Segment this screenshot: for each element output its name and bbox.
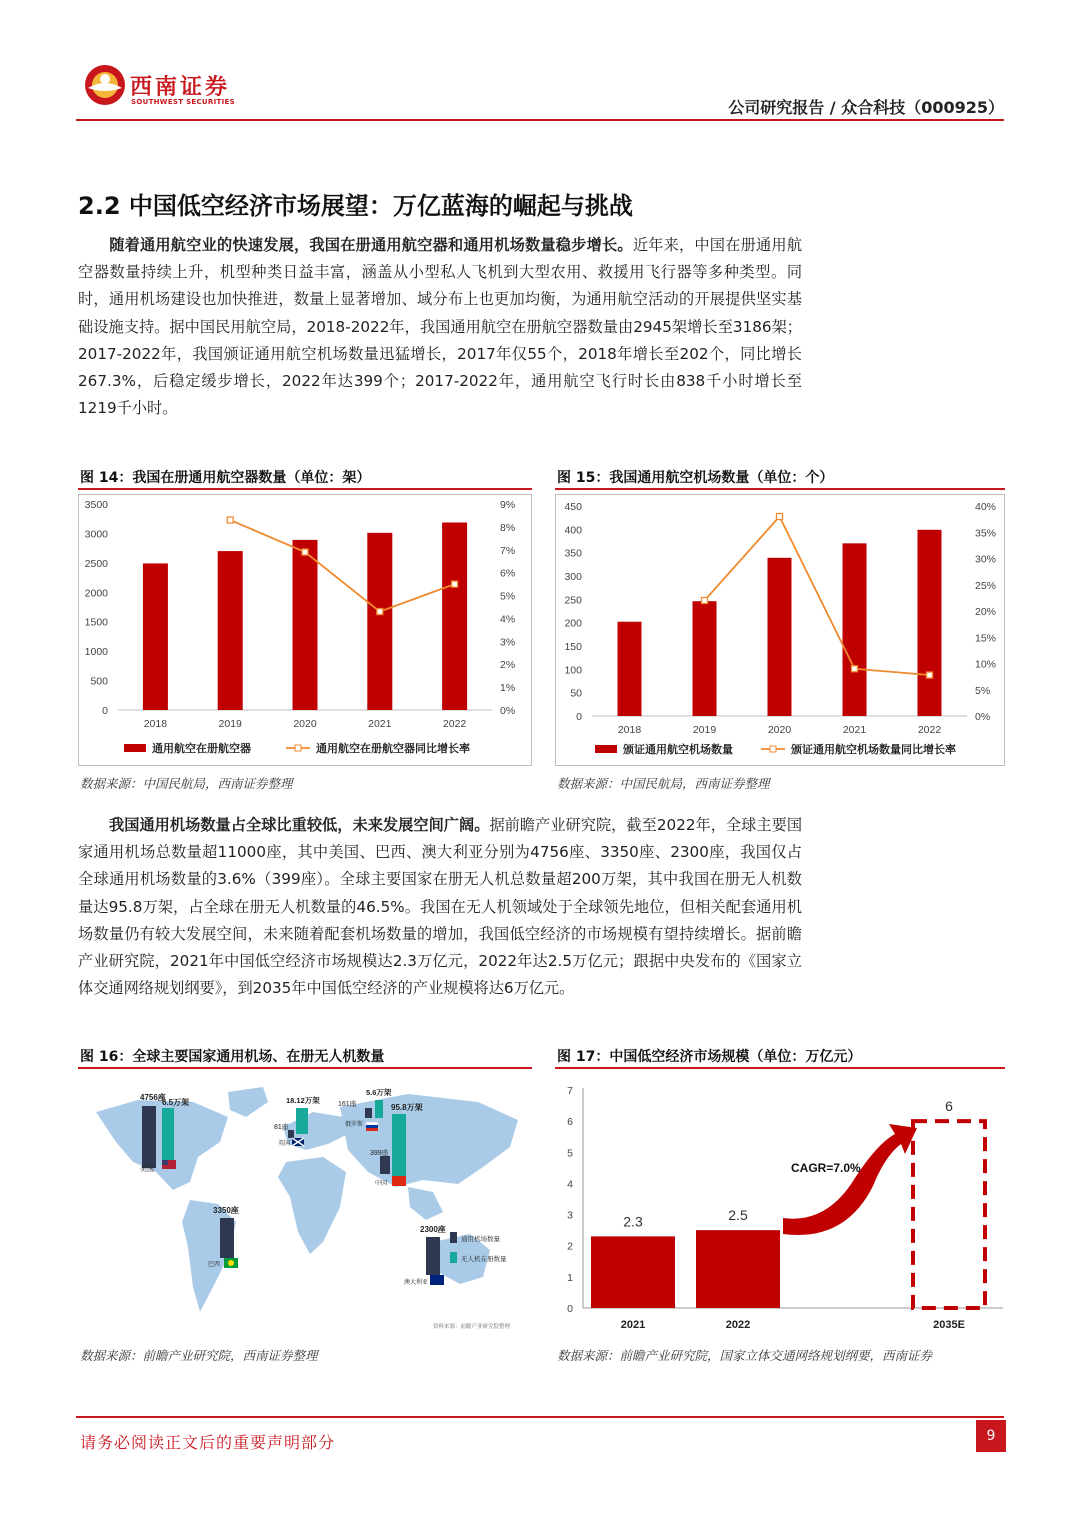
- fig15-title-rule: [555, 488, 1005, 490]
- legend-drones-swatch: [450, 1252, 457, 1263]
- ru-drones-label: 5.6万架: [366, 1088, 392, 1097]
- y-right-tick-label: 5%: [500, 590, 516, 603]
- cn-airports-bar: [380, 1156, 390, 1174]
- bar: [918, 530, 942, 716]
- bar: [293, 540, 318, 710]
- header-divider: [76, 119, 1004, 121]
- y-left-tick-label: 450: [564, 501, 582, 513]
- y-tick-label: 3: [567, 1209, 573, 1222]
- x-tick-label: 2019: [218, 718, 242, 730]
- y-left-tick-label: 250: [564, 594, 582, 607]
- paragraph-2-lead: 我国通用机场数量占全球比重较低，未来发展空间广阔。: [109, 816, 490, 834]
- fig17-source: 数据来源：前瞻产业研究院，国家立体交通网络规划纲要，西南证券: [557, 1348, 933, 1363]
- growth-rate-point: [852, 666, 858, 672]
- fig16-world-map: [78, 1072, 532, 1334]
- x-tick-label: 2020: [767, 724, 792, 736]
- uk-drones-bar: [296, 1108, 308, 1134]
- bar: [843, 543, 867, 716]
- legend-airports-label: 通用机场数量: [461, 1236, 500, 1243]
- y-right-tick-label: 3%: [500, 636, 516, 649]
- x-tick-label: 2022: [725, 1319, 751, 1331]
- growth-rate-point: [702, 598, 708, 604]
- bar-value-label: 2.5: [728, 1207, 748, 1224]
- x-tick-label: 2018: [617, 724, 642, 736]
- br-airports-bar: [220, 1218, 234, 1258]
- y-left-tick-label: 50: [570, 687, 582, 700]
- fig16-title-rule: [78, 1067, 532, 1069]
- fig17-chart: [555, 1074, 1005, 1336]
- y-right-tick-label: 6%: [500, 567, 516, 580]
- au-flag-icon: [430, 1275, 444, 1285]
- legend-line-label: 颁证通用航空机场数量同比增长率: [791, 744, 956, 756]
- y-right-tick-label: 40%: [975, 501, 997, 513]
- growth-rate-point: [227, 517, 233, 523]
- y-right-tick-label: 20%: [975, 606, 997, 618]
- y-tick-label: 1: [567, 1271, 573, 1284]
- cn-drones-label: 95.8万架: [391, 1103, 423, 1112]
- brand-name: 西南证券: [130, 74, 231, 100]
- bar: [696, 1230, 780, 1308]
- x-tick-label: 2018: [143, 718, 168, 730]
- fig14-title-rule: [78, 488, 532, 490]
- y-left-tick-label: 100: [564, 664, 582, 677]
- bar: [693, 601, 717, 716]
- y-right-tick-label: 8%: [500, 521, 516, 534]
- uk-drones-label: 18.12万架: [286, 1096, 320, 1105]
- legend-bar-swatch: [124, 744, 146, 752]
- bar-value-label: 2.3: [623, 1213, 643, 1230]
- us-drones-label: 6.5万架: [162, 1098, 190, 1107]
- y-left-tick-label: 1000: [84, 646, 108, 659]
- growth-rate-line: [230, 520, 454, 612]
- legend-drones-label: 无人机在册数量: [461, 1256, 507, 1263]
- au-airports-label: 2300座: [420, 1225, 446, 1234]
- report-label: 公司研究报告 / 众合科技（000925）: [728, 98, 1004, 117]
- section-title: 2.2 中国低空经济市场展望：万亿蓝海的崛起与挑战: [78, 192, 633, 220]
- y-right-tick-label: 10%: [975, 658, 997, 671]
- projected-bar: [913, 1121, 985, 1308]
- y-left-tick-label: 0: [576, 711, 582, 723]
- au-name: 澳大利亚: [404, 1280, 429, 1286]
- fig16-source: 数据来源：前瞻产业研究院，西南证券整理: [80, 1348, 318, 1363]
- fig14-chart: [78, 494, 532, 766]
- y-tick-label: 6: [567, 1116, 573, 1129]
- footer-divider: [76, 1416, 1004, 1418]
- bar: [367, 533, 392, 710]
- bar: [143, 563, 168, 710]
- uk-name: 英国: [278, 1141, 291, 1147]
- legend-bar-swatch: [595, 745, 617, 753]
- page-number: 9: [976, 1420, 1006, 1452]
- paragraph-1-body: 近年来，中国在册通用航空器数量持续上升，机型种类日益丰富，涵盖从小型私人飞机到大型农用、救援用飞行器等多种类型。同时，通用机场建设也加快推进，数量上显著增加、域分布上也更加均衡，为通用航空活动的开展提供坚实基础设施支持。据中国民用航空局，2018-2022年，我国通用航空在册航空器数量由2945架增长至3186架；2017-2022年，我国颁证通用航空机场数量迅猛增长，2017年仅55个，2018年增长至202个，同比增长267.3%，后稳定缓步增长，2022年达399个；2017-2022年，通用航空飞行时长由838千小时增长至1219千小时。: [78, 236, 803, 418]
- legend-line-marker: [770, 746, 776, 752]
- y-left-tick-label: 400: [564, 524, 582, 537]
- fig15-title: 图 15：我国通用航空机场数量（单位：个）: [557, 470, 834, 486]
- cagr-arrow-icon: [783, 1124, 917, 1235]
- ru-airports-bar: [365, 1108, 372, 1118]
- uk-airports-label: 81座: [274, 1124, 289, 1131]
- x-tick-label: 2021: [368, 718, 392, 730]
- fig16-title: 图 16：全球主要国家通用机场、在册无人机数量: [80, 1049, 385, 1065]
- y-right-tick-label: 5%: [975, 684, 991, 697]
- y-right-tick-label: 1%: [500, 682, 516, 695]
- y-tick-label: 5: [567, 1147, 573, 1160]
- x-tick-label: 2021: [620, 1319, 646, 1331]
- y-right-tick-label: 7%: [500, 544, 516, 557]
- us-drones-bar: [162, 1108, 174, 1160]
- br-name: 巴西: [208, 1262, 221, 1268]
- paragraph-2: [78, 812, 802, 1002]
- y-tick-label: 0: [567, 1303, 573, 1315]
- cagr-label: CAGR=7.0%: [791, 1161, 861, 1175]
- paragraph-1-lead: 随着通用航空业的快速发展，我国在册通用航空器和通用机场数量稳步增长。: [109, 236, 633, 254]
- y-left-tick-label: 3000: [84, 528, 108, 541]
- paragraph-2-body: 据前瞻产业研究院，截至2022年，全球主要国家通用机场总数量超11000座，其中美国、巴西、澳大利亚分别为4756座、3350座、2300座，我国仅占全球通用机场数量的3.6%（399座）。全球主要国家在册无人机总数量超200万架，其中我国在册无人机数量达95.8万架，占全球在册无人机数量的46.5%。我国在无人机领域处于全球领先地位，但相关配套通用机场数量仍有较大发展空间，未来随着配套机场数量的增加，我国低空经济的市场规模有望持续增长。据前瞻产业研究院，2021年中国低空经济市场规模达2.3万亿元，2022年达2.5万亿元；跟据中央发布的《国家立体交通网络规划纲要》，到2035年中国低空经济的产业规模将达6万亿元。: [78, 816, 803, 998]
- cn-flag-icon: [392, 1176, 406, 1186]
- bar: [442, 522, 467, 710]
- y-left-tick-label: 500: [90, 675, 108, 688]
- y-left-tick-label: 2500: [84, 557, 108, 570]
- x-tick-label: 2021: [842, 724, 867, 736]
- legend-bar-label: 通用航空在册航空器: [152, 743, 251, 755]
- y-right-tick-label: 15%: [975, 632, 997, 645]
- y-right-tick-label: 0%: [500, 705, 516, 717]
- y-tick-label: 2: [567, 1240, 573, 1253]
- y-right-tick-label: 35%: [975, 527, 997, 540]
- growth-rate-point: [777, 514, 783, 520]
- cn-airports-label: 399座: [370, 1150, 389, 1157]
- y-left-tick-label: 3500: [84, 499, 108, 511]
- y-right-tick-label: 2%: [500, 659, 516, 672]
- bar: [591, 1236, 675, 1308]
- x-tick-label: 2035E: [933, 1319, 965, 1331]
- growth-rate-line: [705, 517, 930, 676]
- legend-airports-swatch: [450, 1232, 457, 1243]
- us-name: 美国: [140, 1166, 154, 1173]
- y-tick-label: 7: [567, 1085, 573, 1097]
- y-left-tick-label: 300: [564, 571, 582, 583]
- growth-rate-point: [927, 672, 933, 678]
- y-left-tick-label: 1500: [84, 616, 108, 629]
- y-right-tick-label: 0%: [975, 711, 991, 723]
- y-right-tick-label: 30%: [975, 553, 997, 566]
- ru-drones-bar: [375, 1100, 383, 1118]
- growth-rate-point: [377, 609, 383, 615]
- y-right-tick-label: 4%: [500, 613, 516, 626]
- bar: [768, 558, 792, 716]
- y-left-tick-label: 200: [564, 617, 582, 630]
- x-tick-label: 2022: [917, 724, 942, 736]
- bar-value-label: 6: [945, 1098, 953, 1115]
- y-right-tick-label: 25%: [975, 579, 997, 592]
- paragraph-1: [78, 232, 802, 422]
- brand-logo-icon: [84, 64, 126, 106]
- fig15-chart: [555, 494, 1005, 766]
- y-left-tick-label: 0: [102, 705, 108, 717]
- us-airports-label: 4756座: [140, 1093, 166, 1102]
- bar: [218, 551, 243, 710]
- us-airports-bar: [142, 1106, 156, 1168]
- ru-airports-label: 161座: [338, 1101, 357, 1108]
- x-tick-label: 2022: [442, 718, 467, 730]
- growth-rate-point: [452, 581, 458, 587]
- y-right-tick-label: 9%: [500, 499, 516, 511]
- cn-drones-bar: [392, 1114, 406, 1176]
- ru-name: 俄罗斯: [345, 1122, 364, 1128]
- brand-name-en: SOUTHWEST SECURITIES: [131, 98, 235, 106]
- y-left-tick-label: 2000: [84, 587, 108, 600]
- uk-airports-bar: [288, 1130, 294, 1138]
- fig17-title-rule: [555, 1067, 1005, 1069]
- fig15-source: 数据来源：中国民航局，西南证券整理: [557, 776, 770, 791]
- au-airports-bar: [426, 1237, 440, 1275]
- bar: [618, 622, 642, 716]
- y-tick-label: 4: [567, 1178, 573, 1191]
- cn-name: 中国: [375, 1181, 388, 1187]
- fig14-title: 图 14：我国在册通用航空器数量（单位：架）: [80, 470, 371, 486]
- legend-line-label: 通用航空在册航空器同比增长率: [316, 743, 470, 755]
- x-tick-label: 2019: [692, 724, 717, 736]
- growth-rate-point: [302, 549, 308, 555]
- y-left-tick-label: 150: [564, 641, 582, 653]
- fig16-inner-source: 资料来源：前瞻产业研究院整理: [433, 1324, 511, 1330]
- y-left-tick-label: 350: [564, 547, 582, 560]
- br-airports-label: 3350座: [213, 1206, 239, 1215]
- legend-bar-label: 颁证通用航空机场数量: [623, 744, 733, 756]
- legend-line-marker: [295, 745, 301, 751]
- fig17-title: 图 17：中国低空经济市场规模（单位：万亿元）: [557, 1049, 862, 1065]
- x-tick-label: 2020: [293, 718, 317, 730]
- fig14-source: 数据来源：中国民航局，西南证券整理: [80, 776, 293, 791]
- footer-disclaimer: 请务必阅读正文后的重要声明部分: [80, 1433, 336, 1452]
